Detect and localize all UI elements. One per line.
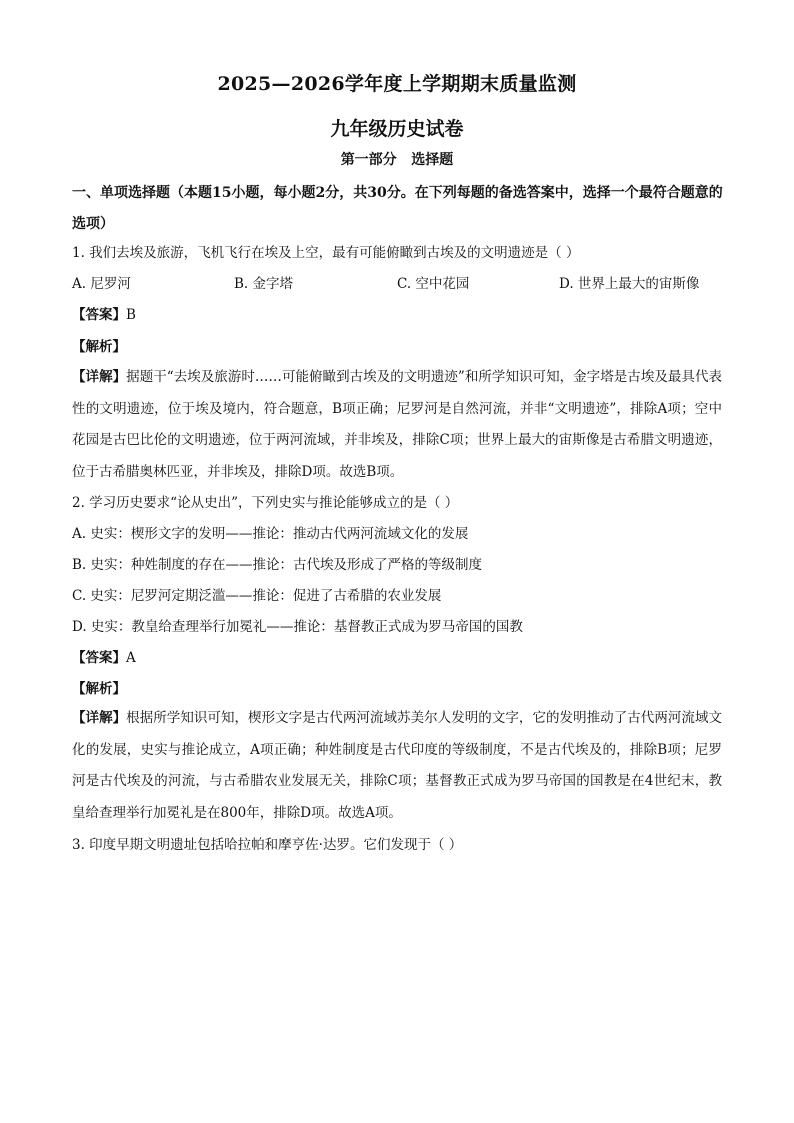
detail-text: 根据所学知识可知，楔形文字是古代两河流域苏美尔人发明的文字，它的发明推动了古代两河流域文化的发展，史实与推论成立，A项正确；种姓制度是古代印度的等级制度，不是古代埃及的，排除B项；尼罗河是古代埃及的河流，与古希腊农业发展无关，排除C项；基督教正式成为罗马帝国的国教是在4世纪末，教皇给查理举行加冕礼是在800年，排除D项。故选A项。 bbox=[72, 710, 723, 821]
question-2-detail bbox=[72, 703, 722, 829]
question-2-analysis-label: 【解析】 bbox=[72, 681, 126, 697]
answer-value: B bbox=[126, 307, 136, 323]
detail-label: 【详解】 bbox=[72, 369, 127, 385]
answer-value: A bbox=[126, 650, 136, 666]
question-2-stem: 2. 学习历史要求“论从史出”，下列史实与推论能够成立的是（ ） bbox=[72, 495, 459, 511]
question-3-stem: 3. 印度早期文明遗址包括哈拉帕和摩亨佐·达罗。它们发现于（ ） bbox=[72, 837, 463, 853]
answer-label: 【答案】 bbox=[72, 650, 126, 666]
section-heading: 一、单项选择题（本题15小题，每小题2分，共30分。在下列每题的备选答案中，选择一个最符合题意的选项） bbox=[72, 185, 723, 232]
question-1-stem: 1. 我们去埃及旅游，飞机飞行在埃及上空，最有可能俯瞰到古埃及的文明遗迹是（ ） bbox=[72, 245, 580, 261]
question-1-answer bbox=[72, 305, 732, 325]
question-1-option-a: A. 尼罗河 bbox=[72, 276, 131, 292]
detail-text: 据题干“去埃及旅游时……可能俯瞰到古埃及的文明遗迹”和所学知识可知，金字塔是古埃及最具代表性的文明遗迹，位于埃及境内，符合题意，B项正确；尼罗河是自然河流，并非“文明遗迹”，排除A项；空中花园是古巴比伦的文明遗迹，位于两河流域，并非埃及，排除C项；世界上最大的宙斯像是古希腊文明遗迹，位于古希腊奥林匹亚，并非埃及，排除D项。故选B项。 bbox=[72, 369, 723, 480]
question-2-option-a: A. 史实：楔形文字的发明——推论：推动古代两河流域文化的发展 bbox=[72, 526, 469, 542]
exam-subtitle: 九年级历史试卷 bbox=[330, 118, 464, 140]
question-1-analysis-label: 【解析】 bbox=[72, 339, 126, 355]
question-1-option-b: B. 金字塔 bbox=[234, 276, 294, 292]
question-1-detail bbox=[72, 362, 722, 488]
question-1-option-c: C. 空中花园 bbox=[397, 276, 470, 292]
question-2-option-d: D. 史实：教皇给查理举行加冕礼——推论：基督教正式成为罗马帝国的国教 bbox=[72, 619, 523, 635]
question-2-answer bbox=[72, 648, 732, 668]
question-2-option-c: C. 史实：尼罗河定期泛滥——推论：促进了古希腊的农业发展 bbox=[72, 588, 442, 604]
detail-label: 【详解】 bbox=[72, 710, 127, 726]
question-2-option-b: B. 史实：种姓制度的存在——推论：古代埃及形成了严格的等级制度 bbox=[72, 557, 483, 573]
question-1-option-d: D. 世界上最大的宙斯像 bbox=[559, 276, 700, 292]
exam-title: 2025—2026学年度上学期期末质量监测 bbox=[217, 73, 577, 95]
answer-label: 【答案】 bbox=[72, 307, 126, 323]
part-heading: 第一部分 选择题 bbox=[340, 152, 454, 168]
